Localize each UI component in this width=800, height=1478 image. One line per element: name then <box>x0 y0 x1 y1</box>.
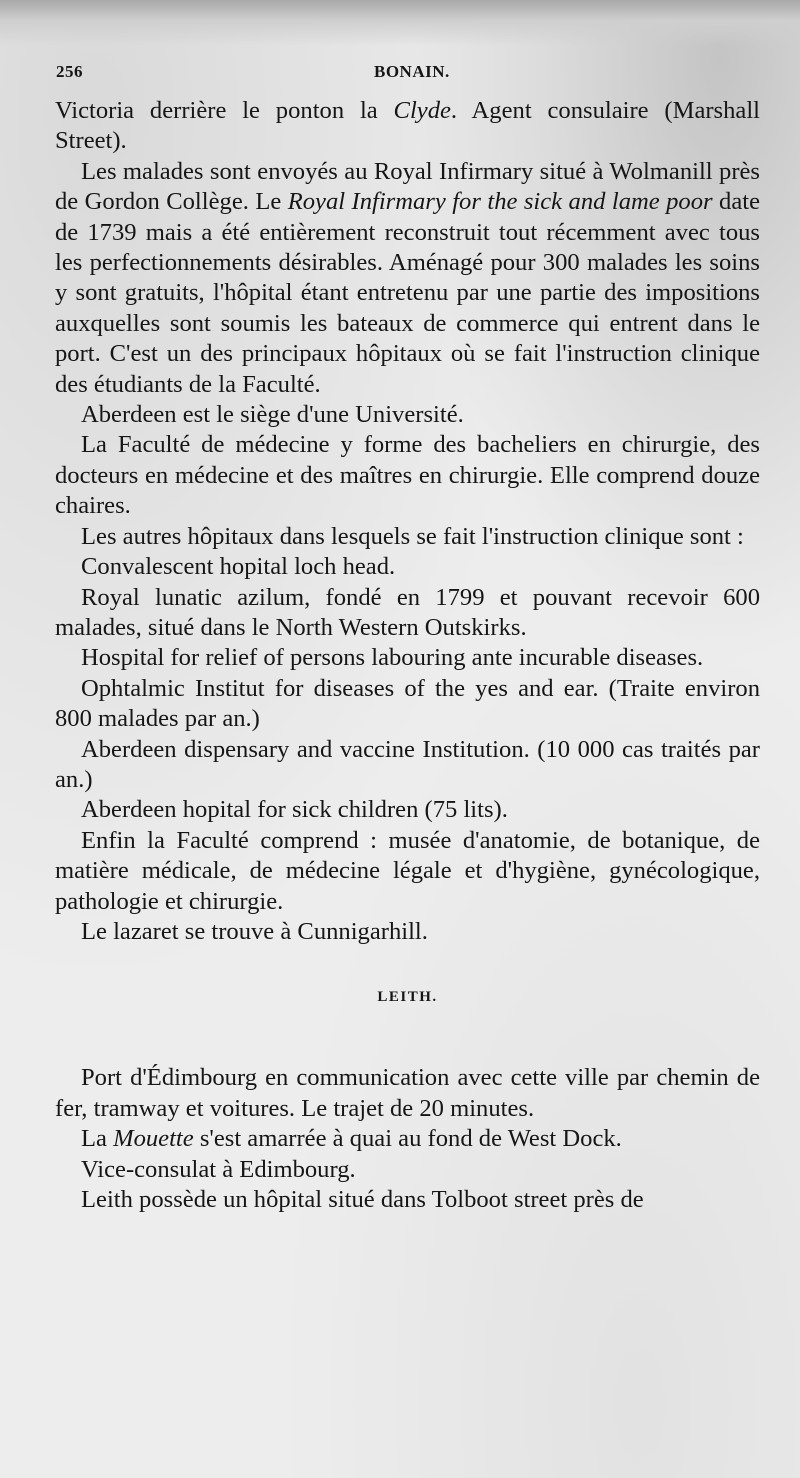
text-run: date de 1739 mais a été entièrement reconstruit tout récemment avec tous les perfectionnements désirables. Aménagé pour 300 malades les soins y sont gratuits, l'hôpital étant entretenu par une partie des impositions auxquelles sont soumis les bateaux de commerce qui entrent dans le port. C'est un des principaux hôpitaux où se fait l'instruction clinique des étudiants de la Faculté. <box>55 188 760 398</box>
paragraph: La Faculté de médecine y forme des bacheliers en chirurgie, des docteurs en médecine et des maîtres en chirurgie. Elle comprend douze chaires. <box>55 431 760 520</box>
paragraph: Port d'Édimbourg en communication avec cette ville par chemin de fer, tramway et voitures. Le trajet de 20 minutes. <box>55 1064 760 1122</box>
paragraph: Enfin la Faculté comprend : musée d'anatomie, de botanique, de matière médicale, de médecine légale et d'hygiène, gynécologique, pathologie et chirurgie. <box>55 826 760 915</box>
italic-title: Royal Infirmary for the sick and lame poor <box>287 188 713 216</box>
paragraph: Vice-consulat à Edimbourg. <box>81 1155 356 1183</box>
text-run: . Agent consulaire (Marshall Street). <box>55 97 760 155</box>
paragraph: Aberdeen hopital for sick children (75 lits). <box>81 796 508 824</box>
paragraph: Le lazaret se trouve à Cunnigarhill. <box>81 917 428 945</box>
paragraph <box>55 157 760 400</box>
ship-name: Mouette <box>113 1125 194 1153</box>
paragraph: Leith possède un hôpital situé dans Tolboot street près de <box>81 1186 644 1213</box>
page-number: 256 <box>56 62 83 81</box>
text-run: s'est amarrée à quai au fond de West Dock. <box>193 1125 622 1153</box>
paragraph: Ophtalmic Institut for diseases of the yes and ear. (Traite environ 800 malades par an.) <box>55 674 760 733</box>
text-run: La <box>81 1125 114 1153</box>
text-run: Les malades sont envoyés au Royal Infirmary situé à Wolmanill près de Gordon Collège. Le <box>55 157 760 216</box>
text-run: Victoria derrière le ponton la <box>55 97 394 124</box>
page-header <box>56 62 756 86</box>
paragraph: Hospital for relief of persons labouring ante incurable diseases. <box>81 644 704 672</box>
running-title: BONAIN. <box>374 62 450 81</box>
section-title: LEITH. <box>377 989 438 1006</box>
paragraph: Royal lunatic azilum, fondé en 1799 et pouvant recevoir 600 malades, situé dans le North Western Outskirks. <box>55 583 760 641</box>
ship-name: Clyde <box>393 97 451 124</box>
scan-shadow <box>0 0 800 46</box>
paragraph: Les autres hôpitaux dans lesquels se fait l'instruction clinique sont : <box>81 522 744 550</box>
spacer <box>55 947 760 987</box>
spacer <box>55 1007 760 1063</box>
paragraph <box>55 1124 760 1154</box>
paragraph: Convalescent hopital loch head. <box>81 553 396 581</box>
paragraph: Aberdeen est le siège d'une Université. <box>81 401 464 429</box>
paragraph: Aberdeen dispensary and vaccine Institution. (10 000 cas traités par an.) <box>55 735 760 793</box>
paragraph-continuation <box>55 96 760 157</box>
body-text <box>55 96 760 1215</box>
